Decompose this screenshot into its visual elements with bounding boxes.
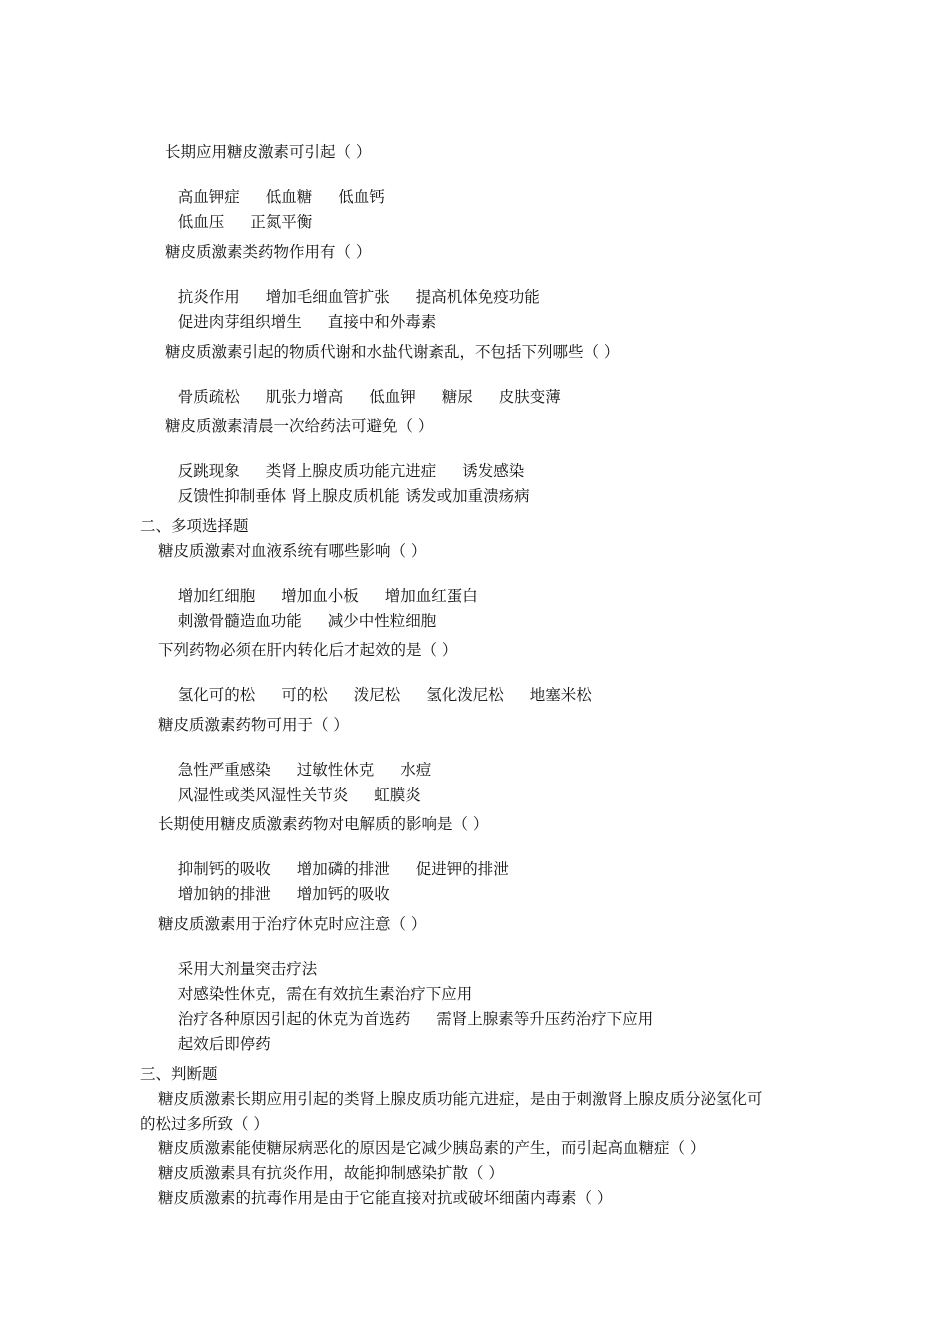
option: 需肾上腺素等升压药治疗下应用 <box>436 1010 654 1028</box>
option: 氢化泼尼松 <box>426 686 504 704</box>
option: 增加钙的吸收 <box>296 885 390 903</box>
option: 起效后即停药 <box>177 1035 271 1053</box>
question-stem: 下列药物必须在肝内转化后才起效的是（ ） <box>158 641 458 659</box>
option: 增加钠的排泄 <box>177 885 271 903</box>
judgment-item: 糖皮质激素的抗毒作用是由于它能直接对抗或破坏细菌内毒素（ ） <box>158 1189 613 1207</box>
option: 泼尼松 <box>353 686 401 704</box>
question-stem: 糖皮质激素药物可用于（ ） <box>158 716 349 734</box>
question-stem: 糖皮质激素清晨一次给药法可避免（ ） <box>165 417 434 435</box>
option: 增加磷的排泄 <box>296 860 390 878</box>
option: 采用大剂量突击疗法 <box>177 960 318 978</box>
option: 正氮平衡 <box>250 213 313 231</box>
option: 增加毛细血管扩张 <box>265 288 390 306</box>
question-stem: 长期应用糖皮激素可引起（ ） <box>165 143 372 161</box>
option: 氢化可的松 <box>177 686 256 704</box>
judgment-item-continuation: 的松过多所致（ ） <box>140 1115 269 1133</box>
option: 反跳现象 <box>177 462 240 480</box>
option: 增加血红蛋白 <box>384 587 478 605</box>
option: 促进肉芽组织增生 <box>177 313 302 331</box>
option: 可的松 <box>281 686 328 704</box>
judgment-item: 糖皮质激素能使糖尿病恶化的原因是它减少胰岛素的产生，而引起高血糖症（ ） <box>158 1139 706 1157</box>
option: 提高机体免疫功能 <box>415 288 540 306</box>
option: 增加红细胞 <box>177 587 256 605</box>
option: 急性严重感染 <box>177 761 271 779</box>
option: 抗炎作用 <box>177 288 240 306</box>
option: 骨质疏松 <box>177 388 240 406</box>
section-heading: 二、多项选择题 <box>140 517 249 535</box>
option: 减少中性粒细胞 <box>327 612 437 630</box>
option: 糖尿 <box>441 388 473 406</box>
option: 抑制钙的吸收 <box>177 860 271 878</box>
question-stem: 糖皮质激素引起的物质代谢和水盐代谢紊乱，不包括下列哪些（ ） <box>165 343 620 361</box>
judgment-item: 糖皮质激素具有抗炎作用，故能抑制感染扩散（ ） <box>158 1164 504 1182</box>
option: 肌张力增高 <box>265 388 344 406</box>
question-stem: 糖皮质激素对血液系统有哪些影响（ ） <box>158 542 427 560</box>
question-stem: 糖皮质激素类药物作用有（ ） <box>165 243 372 261</box>
option: 低血钙 <box>338 188 385 206</box>
option: 水痘 <box>400 761 432 779</box>
option: 刺激骨髓造血功能 <box>177 612 302 630</box>
option: 治疗各种原因引起的休克为首选药 <box>177 1010 411 1028</box>
option: 地塞米松 <box>529 686 592 704</box>
section-heading: 三、判断题 <box>140 1065 218 1083</box>
option: 虹膜炎 <box>374 786 421 804</box>
option: 高血钾症 <box>177 188 240 206</box>
option: 促进钾的排泄 <box>415 860 509 878</box>
option: 低血压 <box>177 213 225 231</box>
option: 增加血小板 <box>281 587 359 605</box>
option: 低血钾 <box>369 388 416 406</box>
option: 类肾上腺皮质功能亢进症 <box>265 462 437 480</box>
option: 低血糖 <box>265 188 313 206</box>
option: 对感染性休克，需在有效抗生素治疗下应用 <box>177 985 473 1003</box>
option: 风湿性或类风湿性关节炎 <box>177 786 349 804</box>
judgment-item: 糖皮质激素长期应用引起的类肾上腺皮质功能亢进症，是由于刺激肾上腺皮质分泌氢化可 <box>158 1090 763 1108</box>
option: 直接中和外毒素 <box>327 313 437 331</box>
question-stem: 长期使用糖皮质激素药物对电解质的影响是（ ） <box>158 815 489 833</box>
question-stem: 糖皮质激素用于治疗休克时应注意（ ） <box>158 915 427 933</box>
option: 诱发感染 <box>462 462 525 480</box>
option: 皮肤变薄 <box>498 388 561 406</box>
option: 过敏性休克 <box>296 761 375 779</box>
option: 反馈性抑制垂体 肾上腺皮质机能 <box>177 487 400 505</box>
option: 诱发或加重溃疡病 <box>405 487 530 505</box>
